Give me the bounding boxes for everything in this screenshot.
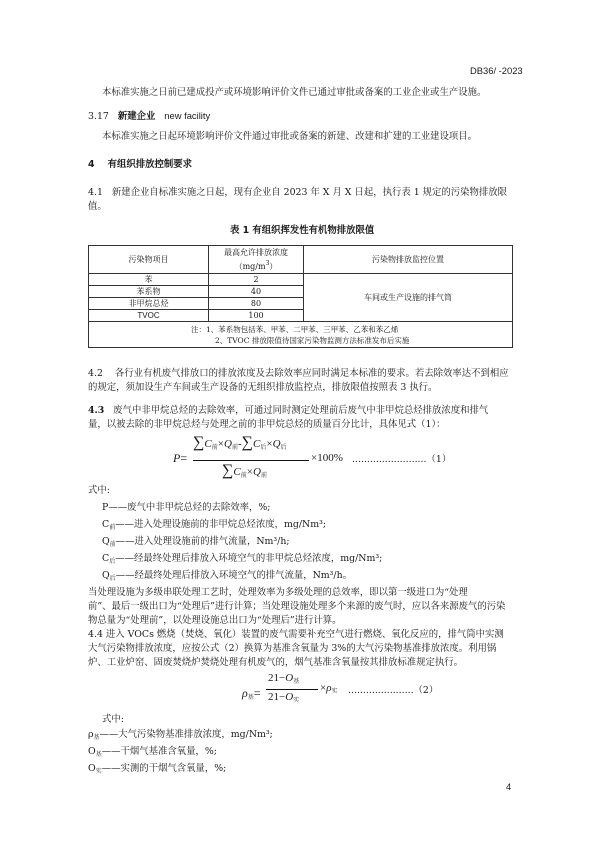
table-header-location: 污染物排放监控位置 — [304, 246, 513, 274]
section-4-heading — [88, 158, 192, 171]
table-cell-pollutant: 苯 — [89, 274, 209, 286]
eq1-fraction-bar — [193, 460, 309, 461]
clause-number: 4.2 — [88, 368, 103, 379]
variable-item: P——废气中非甲烷总烃的去除效率，%; — [102, 502, 271, 513]
eq1-number: .........................（1） — [352, 454, 452, 465]
multistage-para-line1: 当处理设施为多级串联处理工艺时，处理效率为多级处理的总效率，即以第一级进口为“处理 — [88, 587, 468, 598]
variable-item: $O_实——$实测的干烟气含氧量，%; — [88, 763, 227, 775]
section-number: 4 — [88, 159, 95, 170]
clause-text: 废气中非甲烷总烃的去除效率，可通过同时测定处理前后废气中非甲烷总烃排放浓度和排气 — [113, 405, 489, 416]
paragraph-intro: 本标准实施之日前已建成投产或环境影响评价文件已通过审批或备案的工业企业或生产设施。 — [102, 87, 487, 98]
section-title-en: new facility — [164, 110, 211, 121]
limit-header-line1: 最高允许排放浓度 — [224, 248, 288, 257]
eq1-numerator: $\sum C_前\times Q_前-\sum C_后\times Q_后$ — [193, 434, 287, 451]
table-cell-limit: 40 — [209, 286, 304, 298]
eq2-fraction-bar — [266, 689, 318, 690]
table-cell-limit: 2 — [209, 274, 304, 286]
emission-limits-table — [88, 245, 513, 348]
section-3-17-body: 本标准实施之日起环境影响评价文件通过审批或备案的新建、改建和扩建的工业建设项目。 — [102, 131, 478, 142]
section-number: 3.17 — [88, 111, 109, 122]
clause-4-1-cont: 值。 — [88, 201, 107, 212]
clause-4-2-cont: 的规定，须加设生产车间或生产设备的无组织排放监控点，排放限值按照表 3 执行。 — [88, 382, 438, 393]
variable-item: $C_后——$经最终处理后排放入环境空气的非甲烷总烃浓度，mg/Nm³; — [102, 553, 383, 565]
multistage-para-line2: 前”、最后一级出口为“处理后”进行计算；当处理设施处理多个来源的废气时，应以各来源废气的污染 — [88, 601, 506, 612]
table-cell-limit: 100 — [209, 310, 304, 322]
eq1-percent: ×100% — [311, 452, 343, 464]
section-title: 有组织排放控制要求 — [107, 159, 192, 170]
section-3-17-heading — [88, 109, 210, 123]
page-number: 4 — [506, 781, 512, 792]
clause-4-2 — [88, 367, 509, 380]
eq2-lhs: $\rho_基=$ — [242, 686, 261, 701]
where-label-2: 式中: — [102, 714, 124, 725]
eq2-rho-real: $\times\rho_实$ — [320, 682, 338, 695]
table-notes — [89, 322, 513, 348]
variable-item: $Q_前——$进入处理设施前的排气流量，Nm³/h; — [102, 536, 290, 548]
multistage-para-line3: 物总量为“处理前”，以处理设施总出口为“处理后”进行计算。 — [88, 615, 342, 626]
clause-number: 4.3 — [88, 405, 105, 416]
clause-4-3-cont: 量，以被去除的非甲烷总烃与处理之前的非甲烷总烃的质量百分比计，具体见式（1）： — [88, 419, 446, 430]
eq1-denominator: $\sum C_前\times Q_前$ — [222, 462, 267, 479]
table-note-2: 2、TVOC 排放限值待国家污染物监测方法标准发布后实施 — [215, 335, 410, 345]
clause-4-4-line1: 4.4 进入 VOCs 燃烧（焚烧、氧化）装置的废气需要补充空气进行燃烧、氧化反应的，排气筒中实测 — [88, 629, 504, 640]
section-title-cn: 新建企业 — [117, 111, 156, 122]
clause-4-1 — [88, 186, 507, 199]
clause-4-4-line2: 大气污染物排放浓度，应按公式（2）换算为基准含氧量为 3%的大气污染物基准排放浓度。利用锅 — [88, 643, 497, 654]
clause-number: 4.1 — [88, 187, 103, 198]
table-cell-pollutant: 苯系物 — [89, 286, 209, 298]
table-header-limit — [209, 246, 304, 274]
table-cell-location: 车间或生产设施的排气筒 — [304, 274, 513, 322]
eq2-denominator: $21-O_实$ — [268, 691, 300, 704]
eq2-numerator: $21-O_基$ — [268, 672, 300, 685]
variable-item: $C_前——$进入处理设施前的非甲烷总烃浓度，mg/Nm³; — [102, 519, 327, 531]
table-cell-pollutant: TVOC — [89, 310, 209, 322]
eq1-lhs: P= — [173, 451, 188, 465]
table-cell-pollutant: 非甲烷总烃 — [89, 298, 209, 310]
eq2-number: ......................（2） — [348, 685, 439, 696]
where-label-1: 式中: — [88, 485, 110, 496]
variable-item: $\rho_基——$大气污染物基准排放浓度，mg/Nm³; — [88, 729, 273, 741]
limit-header-unit: $(mg/m^3)$ — [234, 260, 278, 271]
table-header-pollutant: 污染物项目 — [89, 246, 209, 274]
clause-4-4-line3: 炉、工业炉窑、固废焚烧炉焚烧处理有机废气的，烟气基准含氧量按其排放标准规定执行。 — [88, 657, 464, 668]
header-code: DB36/ -2023 — [470, 65, 523, 76]
variable-item: $Q_后——$经最终处理后排放入环境空气的排气流量，Nm³/h。 — [102, 570, 353, 582]
clause-text: 各行业有机废气排放口的排放浓度及去除效率应同时满足本标准的要求。若去除效率达不到相应 — [114, 368, 509, 379]
table-caption: 表 1 有组织挥发性有机物排放限值 — [230, 225, 375, 236]
clause-4-3 — [88, 404, 488, 417]
table-cell-limit: 80 — [209, 298, 304, 310]
table-note-1: 注：1、苯系物包括苯、甲苯、二甲苯、三甲苯、乙苯和苯乙烯 — [191, 324, 399, 334]
variable-item: $O_基——$干烟气基准含氧量，%; — [88, 746, 217, 758]
clause-text: 新建企业自标准实施之日起，现有企业自 2023 年 X 月 X 日起，执行表 1 规定的污染物排放限 — [111, 187, 508, 198]
